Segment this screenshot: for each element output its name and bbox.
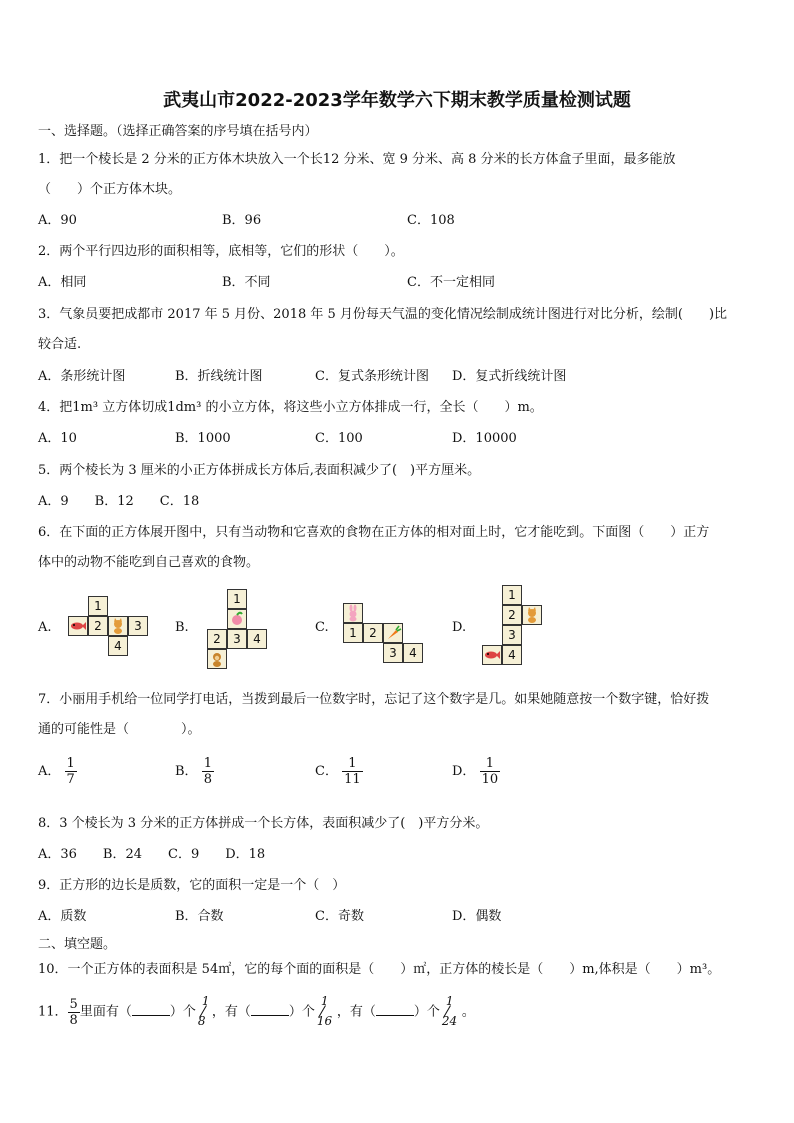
net-d-face-2: 2 <box>502 605 522 625</box>
fraction-one-seventh: $\frac{1}{7}$ <box>66 756 75 787</box>
q2-option-c: C．不一定相同 <box>407 275 495 290</box>
q11-text-3: ，有（ <box>211 1004 251 1020</box>
net-c-face-3: 3 <box>383 643 403 663</box>
q9-option-a: A．质数 <box>38 909 87 924</box>
q7-option-a-label: A． <box>38 764 61 779</box>
q8-options: A．36 B．24 C．9 D．18 <box>38 847 266 862</box>
q7-option-d-label: D． <box>452 764 476 779</box>
q1-option-a: A．90 <box>38 213 77 228</box>
q3-option-b: B．折线统计图 <box>175 369 263 384</box>
q7-option-c <box>315 756 363 787</box>
carrot-icon <box>383 623 403 643</box>
q5-options: A．9 B．12 C．18 <box>38 494 200 509</box>
question-1-text-cont: （ ）个正方体木块。 <box>38 182 182 197</box>
q11-text-4: ）个 <box>288 1004 315 1020</box>
net-c-face-1: 1 <box>343 623 363 643</box>
net-d-face-3: 3 <box>502 625 522 645</box>
q11-text-2: ）个 <box>169 1004 196 1020</box>
q3-option-d: D．复式折线统计图 <box>452 369 567 384</box>
net-a-face-2: 2 <box>88 616 108 636</box>
answer-blank-3[interactable] <box>376 1003 414 1016</box>
q4-option-d: D．10000 <box>452 431 517 446</box>
q2-option-a: A．相同 <box>38 275 87 290</box>
q2-option-b: B．不同 <box>222 275 271 290</box>
question-6-text: 6．在下面的正方体展开图中，只有当动物和它喜欢的食物在正方体的相对面上时，它才能吃到。下面图（ ）正方 <box>38 525 710 540</box>
question-3-text-cont: 较合适. <box>38 337 82 352</box>
question-5-text: 5．两个棱长为 3 厘米的小正方体拼成长方体后,表面积减少了( )平方厘米。 <box>38 463 481 478</box>
q11-text-5: ，有（ <box>336 1004 376 1020</box>
peach-icon <box>227 609 247 629</box>
question-3-text: 3．气象员要把成都市 2017 年 5 月份、2018 年 5 月份每天气温的变化情况绘制成统计图进行对比分析，绘制( )比 <box>38 307 728 322</box>
q7-option-b-label: B． <box>175 764 198 779</box>
rabbit-icon <box>343 603 363 623</box>
answer-blank-1[interactable] <box>132 1003 170 1016</box>
page-title: 武夷山市2022-2023学年数学六下期末教学质量检测试题 <box>163 90 631 111</box>
net-c-face-4: 4 <box>403 643 423 663</box>
question-4-text: 4．把1m³ 立方体切成1dm³ 的小立方体，将这些小立方体排成一行，全长（ ）m。 <box>38 400 543 415</box>
fish-icon <box>68 616 88 636</box>
q4-option-a: A．10 <box>38 431 77 446</box>
fraction-one-twentyfourth-italic: 1 24 <box>441 994 458 1028</box>
q3-option-c: C．复式条形统计图 <box>315 369 429 384</box>
q4-option-c: C．100 <box>315 431 363 446</box>
q6-option-d-label: D. <box>452 620 467 635</box>
monkey-icon <box>207 649 227 669</box>
fraction-one-eighth: $\frac{1}{8}$ <box>203 756 212 787</box>
net-b-face-3: 3 <box>227 629 247 649</box>
q4-option-b: B．1000 <box>175 431 231 446</box>
section-heading-fill: 二、填空题。 <box>38 937 117 952</box>
q9-option-c: C．奇数 <box>315 909 364 924</box>
q11-text-1: 里面有（ <box>79 1004 132 1020</box>
q9-option-b: B．合数 <box>175 909 224 924</box>
q7-option-a <box>38 756 77 787</box>
cat-icon <box>522 605 542 625</box>
answer-blank-2[interactable] <box>251 1003 289 1016</box>
question-11-number: 11． <box>38 1004 68 1020</box>
q6-option-a-label: A. <box>38 620 52 635</box>
question-8-text: 8．3 个棱长为 3 分米的正方体拼成一个长方体，表面积减少了( )平方分米。 <box>38 816 489 831</box>
question-6-text-cont: 体中的动物不能吃到自己喜欢的食物。 <box>38 555 260 570</box>
net-c-face-2: 2 <box>363 623 383 643</box>
net-b-face-1: 1 <box>227 589 247 609</box>
question-1-text: 1．把一个棱长是 2 分米的正方体木块放入一个长12 分米、宽 9 分米、高 8 分米的长方体盒子里面，最多能放 <box>38 152 676 167</box>
question-10-text: 10．一个正方体的表面积是 54㎡，它的每个面的面积是（ ）㎡，正方体的棱长是（ ）m,体积是（ ）m³。 <box>38 962 721 977</box>
q11-text-6: ）个 <box>413 1004 440 1020</box>
net-b-face-2: 2 <box>207 629 227 649</box>
net-a-face-1: 1 <box>88 596 108 616</box>
fraction-one-tenth: $\frac{1}{10}$ <box>481 756 499 787</box>
q6-option-b-label: B. <box>175 620 189 635</box>
question-7-text-cont: 通的可能性是（ ）。 <box>38 722 201 737</box>
fraction-one-eighth-italic: 1 8 <box>197 994 210 1028</box>
q7-option-b <box>175 756 214 787</box>
net-a-face-3: 3 <box>128 616 148 636</box>
q3-option-a: A．条形统计图 <box>38 369 126 384</box>
fraction-five-eighths: $\frac{5}{8}$ <box>69 996 78 1028</box>
question-7-text: 7．小丽用手机给一位同学打电话，当拨到最后一位数字时，忘记了这个数字是几。如果她随意按一个数字键，恰好拨 <box>38 692 710 707</box>
net-a-face-4: 4 <box>108 636 128 656</box>
net-d-face-1: 1 <box>502 585 522 605</box>
q6-option-c-label: C. <box>315 620 329 635</box>
fish-icon <box>482 645 502 665</box>
net-b-face-4: 4 <box>247 629 267 649</box>
q7-option-d <box>452 756 500 787</box>
fraction-one-sixteenth-italic: 1 16 <box>316 994 333 1028</box>
question-9-text: 9．正方形的边长是质数，它的面积一定是一个（ ） <box>38 878 346 893</box>
q7-option-c-label: C． <box>315 764 338 779</box>
q9-option-d: D．偶数 <box>452 909 502 924</box>
net-d-face-4: 4 <box>502 645 522 665</box>
question-2-text: 2．两个平行四边形的面积相等，底相等，它们的形状（ ）。 <box>38 244 404 259</box>
q1-option-c: C．108 <box>407 213 455 228</box>
cat-icon <box>108 616 128 636</box>
section-heading-choice: 一、选择题。（选择正确答案的序号填在括号内） <box>38 124 318 139</box>
question-11 <box>38 994 475 1030</box>
fraction-one-eleventh: $\frac{1}{11}$ <box>344 756 361 787</box>
q11-text-7: 。 <box>461 1004 475 1020</box>
q1-option-b: B．96 <box>222 213 262 228</box>
